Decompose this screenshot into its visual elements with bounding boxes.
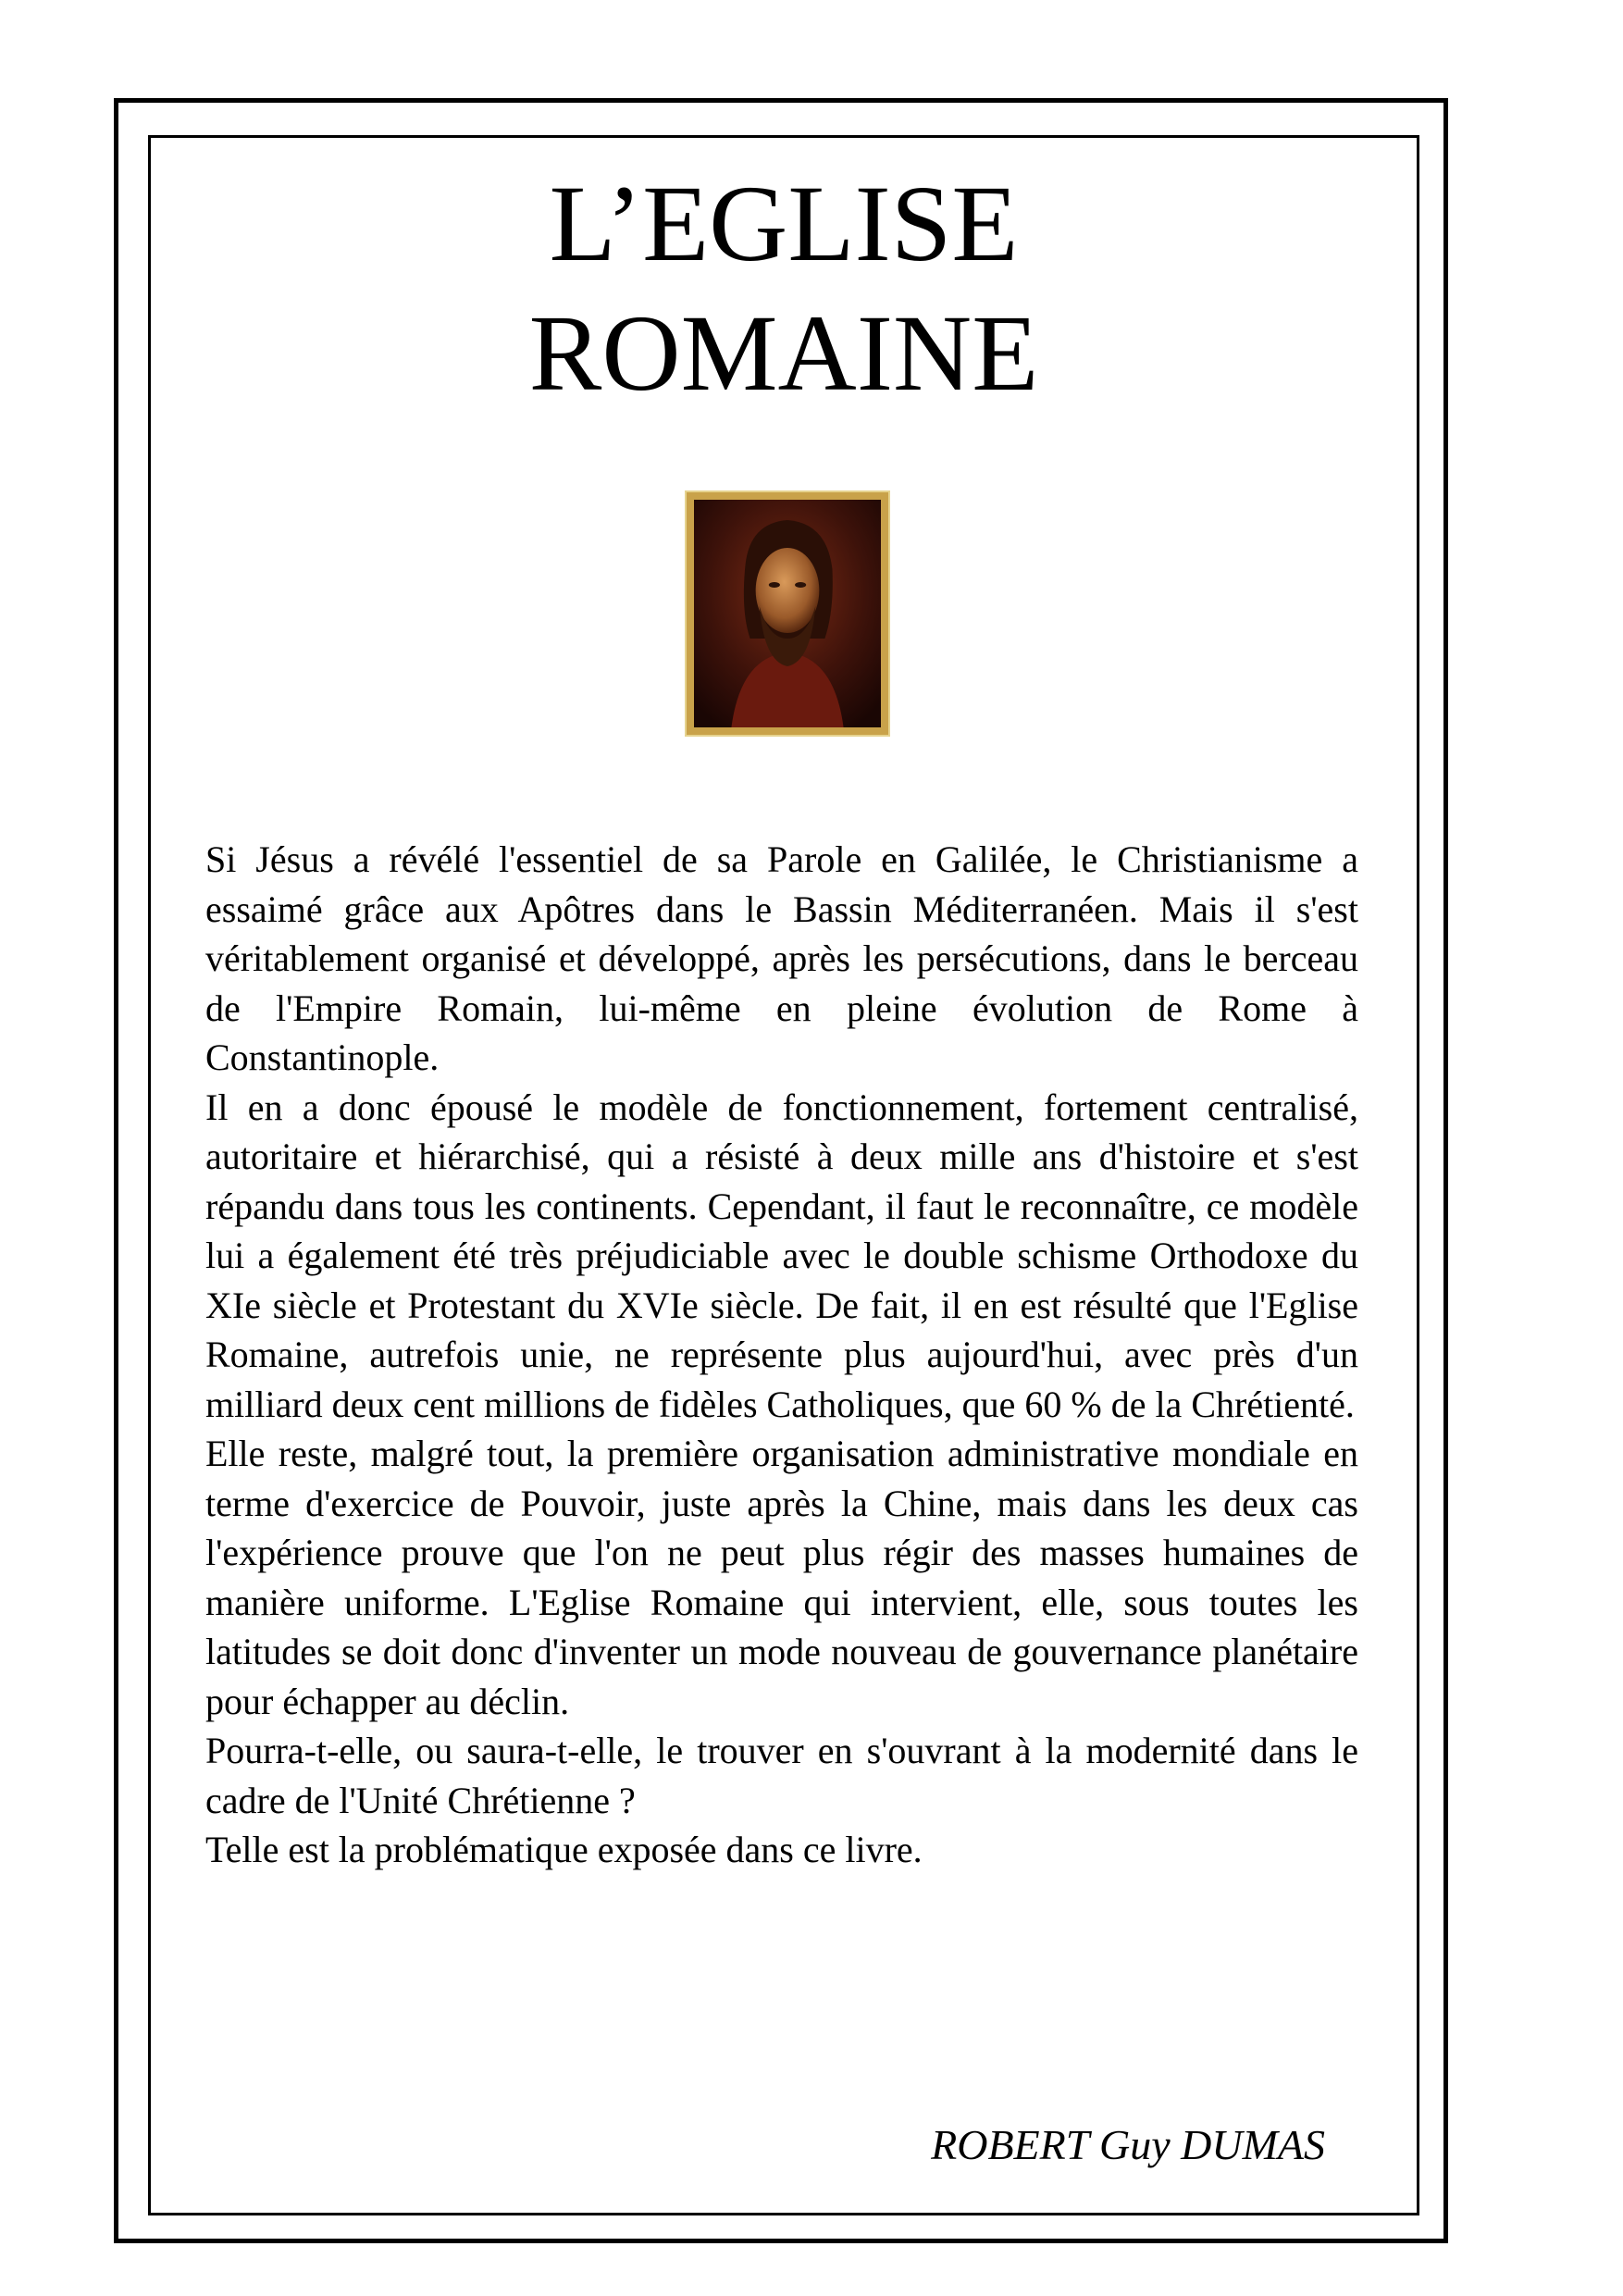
back-cover-text: [205, 835, 1358, 1875]
title-line-1: L’EGLISE: [549, 163, 1019, 284]
paragraph-1: Si Jésus a révélé l'essentiel de sa Parole en Galilée, le Christianisme a essaimé grâce aux Apôtres dans le Bassin Méditerranéen. Mais il s'est véritablement organisé et développé, après les persécutions, dans le berceau de l'Empire Romain, lui-même en pleine évolution de Rome à Constantinople.: [205, 838, 1358, 1078]
title-line-2: ROMAINE: [528, 292, 1039, 414]
paragraph-2: Il en a donc épousé le modèle de fonctionnement, fortement centralisé, autoritaire et hiérarchisé, qui a résisté à deux mille ans d'histoire et s'est répandu dans tous les continents. Cependant, il faut le reconnaître, ce modèle lui a également été très préjudiciable avec le double schisme Orthodoxe du XIe siècle et Protestant du XVIe siècle. De fait, il en est résulté que l'Eglise Romaine, autrefois unie, ne représente plus aujourd'hui, avec près d'un milliard deux cent millions de fidèles Catholiques, que 60 % de la Chrétienté.: [205, 1086, 1358, 1425]
paragraph-3: Elle reste, malgré tout, la première organisation administrative mondiale en terme d'exercice de Pouvoir, juste après la Chine, mais dans les deux cas l'expérience prouve que l'on ne peut plus régir des masses humaines de manière uniforme. L'Eglise Romaine qui intervient, elle, sous toutes les latitudes se doit donc d'inventer un mode nouveau de gouvernance planétaire pour échapper au déclin.: [205, 1433, 1358, 1722]
paragraph-4: Pourra-t-elle, ou saura-t-elle, le trouver en s'ouvrant à la modernité dans le cadre de l'Unité Chrétienne ?: [205, 1730, 1358, 1821]
portrait-painting-icon: [687, 492, 888, 735]
paragraph-5: Telle est la problématique exposée dans ce livre.: [205, 1829, 923, 1870]
author-signature: ROBERT Guy DUMAS: [931, 2121, 1325, 2168]
